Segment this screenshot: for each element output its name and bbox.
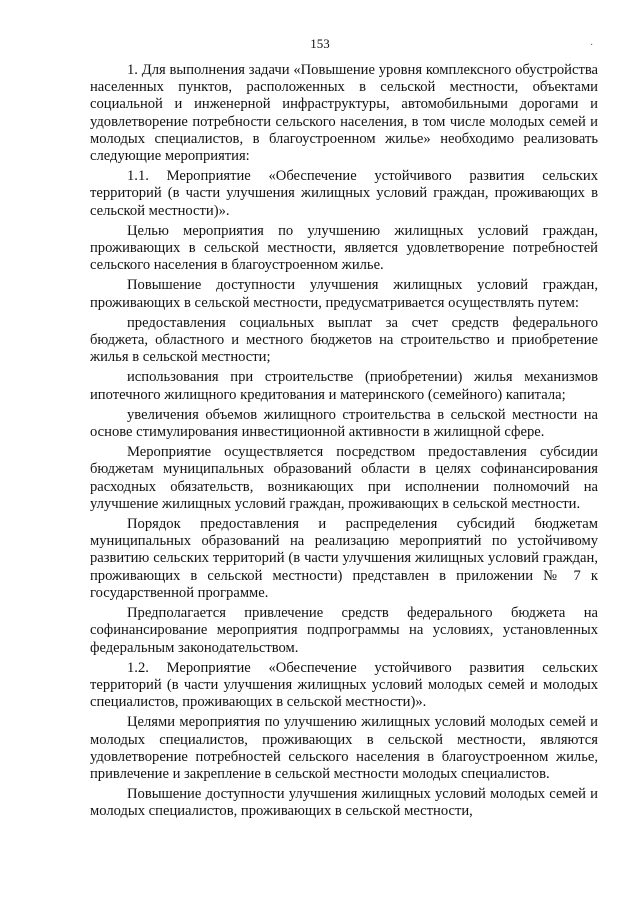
paragraph-goals-1-2: Целями мероприятия по улучшению жилищных условий молодых семей и молодых специалистов, проживающих в сельской местности, являются удовлетворение потребностей сельского населения в благоустроенном жилье, привлечение и закрепление в сельской местности молодых специалистов. (90, 714, 598, 782)
paragraph-accessibility-1-2: Повышение доступности улучшения жилищных условий молодых семей и молодых специалистов, проживающих в сельской местности, (90, 786, 598, 820)
list-item-construction: увеличения объемов жилищного строительства в сельской местности на основе стимулирования инвестиционной активности в жилищной сфере. (90, 406, 598, 441)
corner-mark: · (590, 40, 594, 51)
paragraph-accessibility-1-1: Повышение доступности улучшения жилищных условий граждан, проживающих в сельской местности, предусматривается осуществлять путем: (90, 277, 598, 311)
paragraph-measure-1-2: 1.2. Мероприятие «Обеспечение устойчивого развития сельских территорий (в части улучшения жилищных условий молодых семей и молодых специалистов, проживающих в сельской местности)». (90, 659, 598, 711)
document-body (90, 62, 598, 824)
paragraph-subsidy: Мероприятие осуществляется посредством предоставления субсидии бюджетам муниципальных образований области в целях софинансирования расходных обязательств, возникающих при исполнении полномочий на улучшение жилищных условий граждан, проживающих в сельской местности. (90, 444, 598, 512)
page-number: 153 (310, 36, 330, 51)
paragraph-procedure: Порядок предоставления и распределения субсидий бюджетам муниципальных образований на реализацию мероприятий по устойчивому развитию сельских территорий (в части улучшения жилищных условий граждан, проживающих в сельской местности) представлен в приложении № 7 к государственной программе. (90, 516, 598, 601)
paragraph-measure-1-1: 1.1. Мероприятие «Обеспечение устойчивого развития сельских территорий (в части улучшения жилищных условий граждан, проживающих в сельской местности)». (90, 168, 598, 219)
list-item-mortgage: использования при строительстве (приобретении) жилья механизмов ипотечного жилищного кредитования и материнского (семейного) капитала; (90, 369, 598, 403)
paragraph-task-1: 1. Для выполнения задачи «Повышение уровня комплексного обустройства населенных пунктов, расположенных в сельской местности, объектами социальной и инженерной инфраструктуры, автомобильными дорогами и удовлетворение потребности сельского населения, в том числе молодых семей и молодых специалистов, в благоустроенном жилье» необходимо реализовать следующие мероприятия: (90, 62, 598, 165)
paragraph-federal-funds: Предполагается привлечение средств федерального бюджета на софинансирование мероприятия подпрограммы на условиях, установленных федеральным законодательством. (90, 605, 598, 656)
paragraph-goal-1-1: Целью мероприятия по улучшению жилищных условий граждан, проживающих в сельской местности, является удовлетворение потребностей сельского населения в благоустроенном жилье. (90, 222, 598, 274)
list-item-social-payments: предоставления социальных выплат за счет средств федерального бюджета, областного и местного бюджетов на строительство и приобретение жилья в сельской местности; (90, 314, 598, 366)
